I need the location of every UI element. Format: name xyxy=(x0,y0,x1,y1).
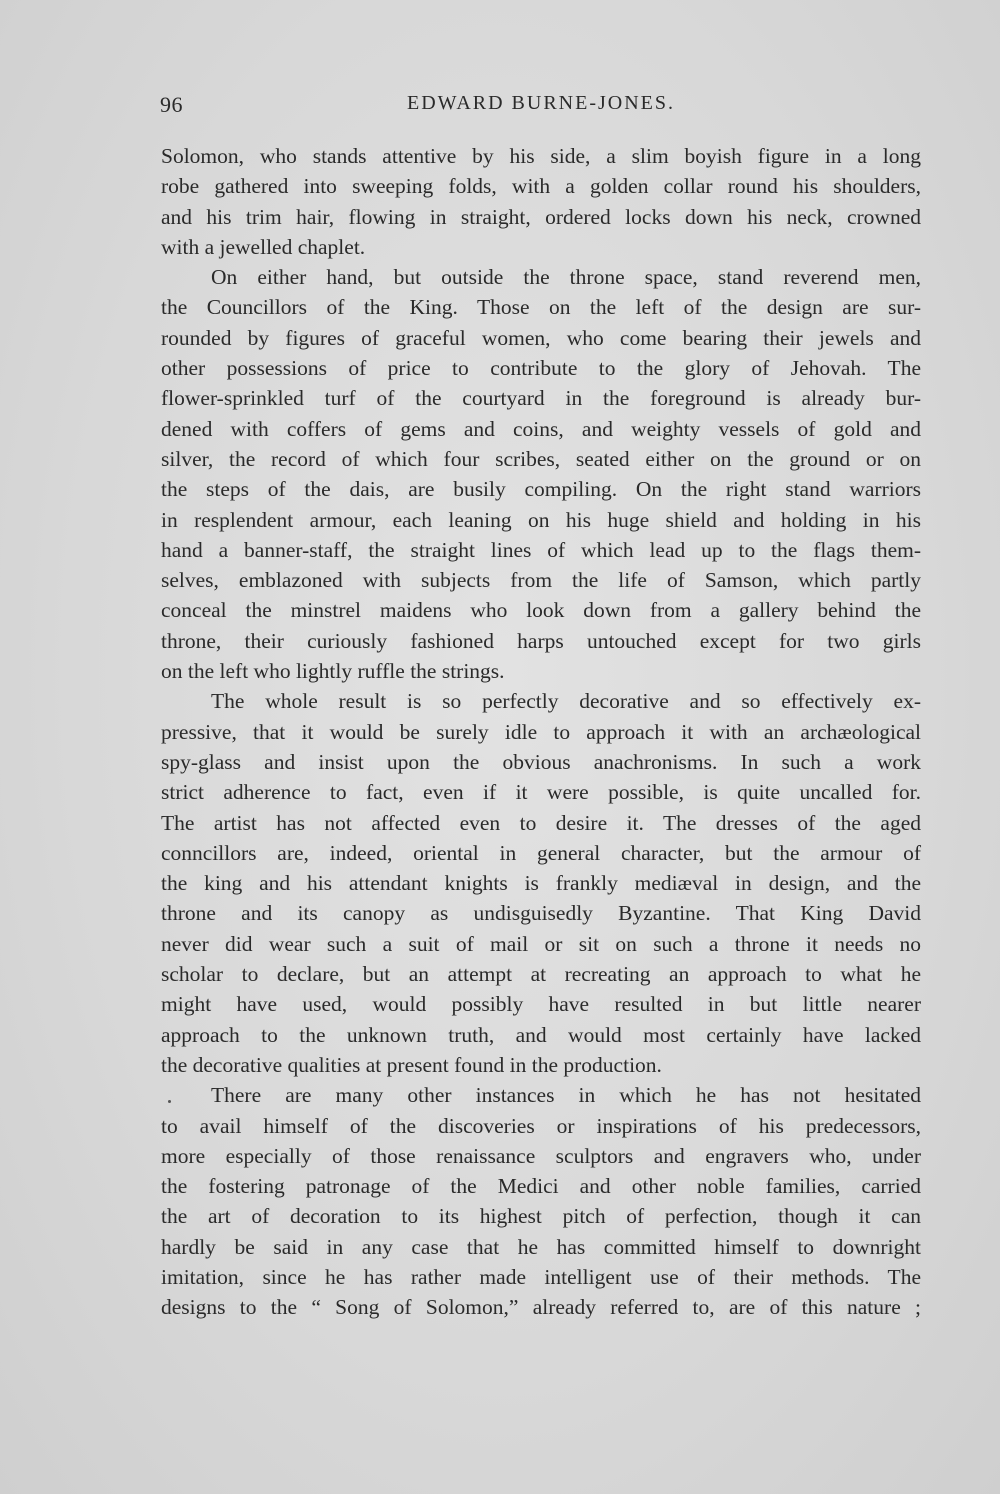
text-line: the fostering patronage of the Medici and other noble families, carried xyxy=(161,1174,921,1199)
text-line: approach to the unknown truth, and would most certainly have lacked xyxy=(161,1022,921,1047)
text-line: robe gathered into sweeping folds, with a golden collar round his shoulders, xyxy=(161,174,921,199)
text-line: the decorative qualities at present found in the production. xyxy=(161,1052,662,1077)
running-head xyxy=(160,92,922,122)
text-line: strict adherence to fact, even if it were possible, is quite uncalled for. xyxy=(161,780,921,805)
text-line: silver, the record of which four scribes, seated either on the ground or on xyxy=(161,446,921,471)
text-line: flower-sprinkled turf of the courtyard in the foreground is already bur- xyxy=(161,386,921,411)
text-line: the king and his attendant knights is frankly mediæval in design, and the xyxy=(161,871,921,896)
text-line: Solomon, who stands attentive by his side, a slim boyish figure in a long xyxy=(161,144,921,168)
text-line: to avail himself of the discoveries or inspirations of his predecessors, xyxy=(161,1113,921,1138)
text-line: the Councillors of the King. Those on the left of the design are sur- xyxy=(161,295,921,320)
text-line: the steps of the dais, are busily compiling. On the right stand warriors xyxy=(161,477,921,502)
text-line: The artist has not affected even to desire it. The dresses of the aged xyxy=(161,810,921,835)
text-line: never did wear such a suit of mail or sit on such a throne it needs no xyxy=(161,931,921,956)
text-line: with a jewelled chaplet. xyxy=(161,234,366,259)
text-line: On either hand, but outside the throne space, stand reverend men, xyxy=(211,265,921,290)
text-line: other possessions of price to contribute to the glory of Jehovah. The xyxy=(161,356,921,381)
text-line: throne and its canopy as undisguisedly Byzantine. That King David xyxy=(161,901,921,926)
text-line: conncillors are, indeed, oriental in general character, but the armour of xyxy=(161,840,921,865)
text-line: hardly be said in any case that he has committed himself to downright xyxy=(161,1234,921,1259)
text-line: and his trim hair, flowing in straight, ordered locks down his neck, crowned xyxy=(161,204,921,229)
text-line: The whole result is so perfectly decorative and so effectively ex- xyxy=(211,689,921,714)
text-line: hand a banner-staff, the straight lines of which lead up to the flags them- xyxy=(161,537,921,562)
text-line: pressive, that it would be surely idle to approach it with an archæological xyxy=(161,719,921,744)
text-line: dened with coffers of gems and coins, and weighty vessels of gold and xyxy=(161,416,921,441)
text-line: in resplendent armour, each leaning on his huge shield and holding in his xyxy=(161,507,921,532)
text-line: on the left who lightly ruffle the strings. xyxy=(161,659,505,684)
text-line: throne, their curiously fashioned harps untouched except for two girls xyxy=(161,628,921,653)
text-line: selves, emblazoned with subjects from the life of Samson, which partly xyxy=(161,568,921,593)
text-line: might have used, would possibly have resulted in but little nearer xyxy=(161,992,921,1017)
text-line: the art of decoration to its highest pitch of perfection, though it can xyxy=(161,1204,921,1229)
text-line: imitation, since he has rather made intelligent use of their methods. The xyxy=(161,1264,921,1289)
text-line: There are many other instances in which he has not hesitated xyxy=(211,1083,921,1108)
text-line: designs to the “ Song of Solomon,” already referred to, are of this nature ; xyxy=(161,1295,921,1320)
ink-speck xyxy=(168,1100,171,1103)
text-line: scholar to declare, but an attempt at recreating an approach to what he xyxy=(161,962,921,987)
page-number: 96 xyxy=(160,92,183,117)
text-line: spy-glass and insist upon the obvious anachronisms. In such a work xyxy=(161,749,921,774)
text-line: more especially of those renaissance sculptors and engravers who, under xyxy=(161,1143,921,1168)
text-line: conceal the minstrel maidens who look down from a gallery behind the xyxy=(161,598,921,623)
text-line: rounded by figures of graceful women, who come bearing their jewels and xyxy=(161,325,921,350)
running-title: EDWARD BURNE-JONES. xyxy=(407,92,675,114)
body-text xyxy=(161,141,921,1323)
